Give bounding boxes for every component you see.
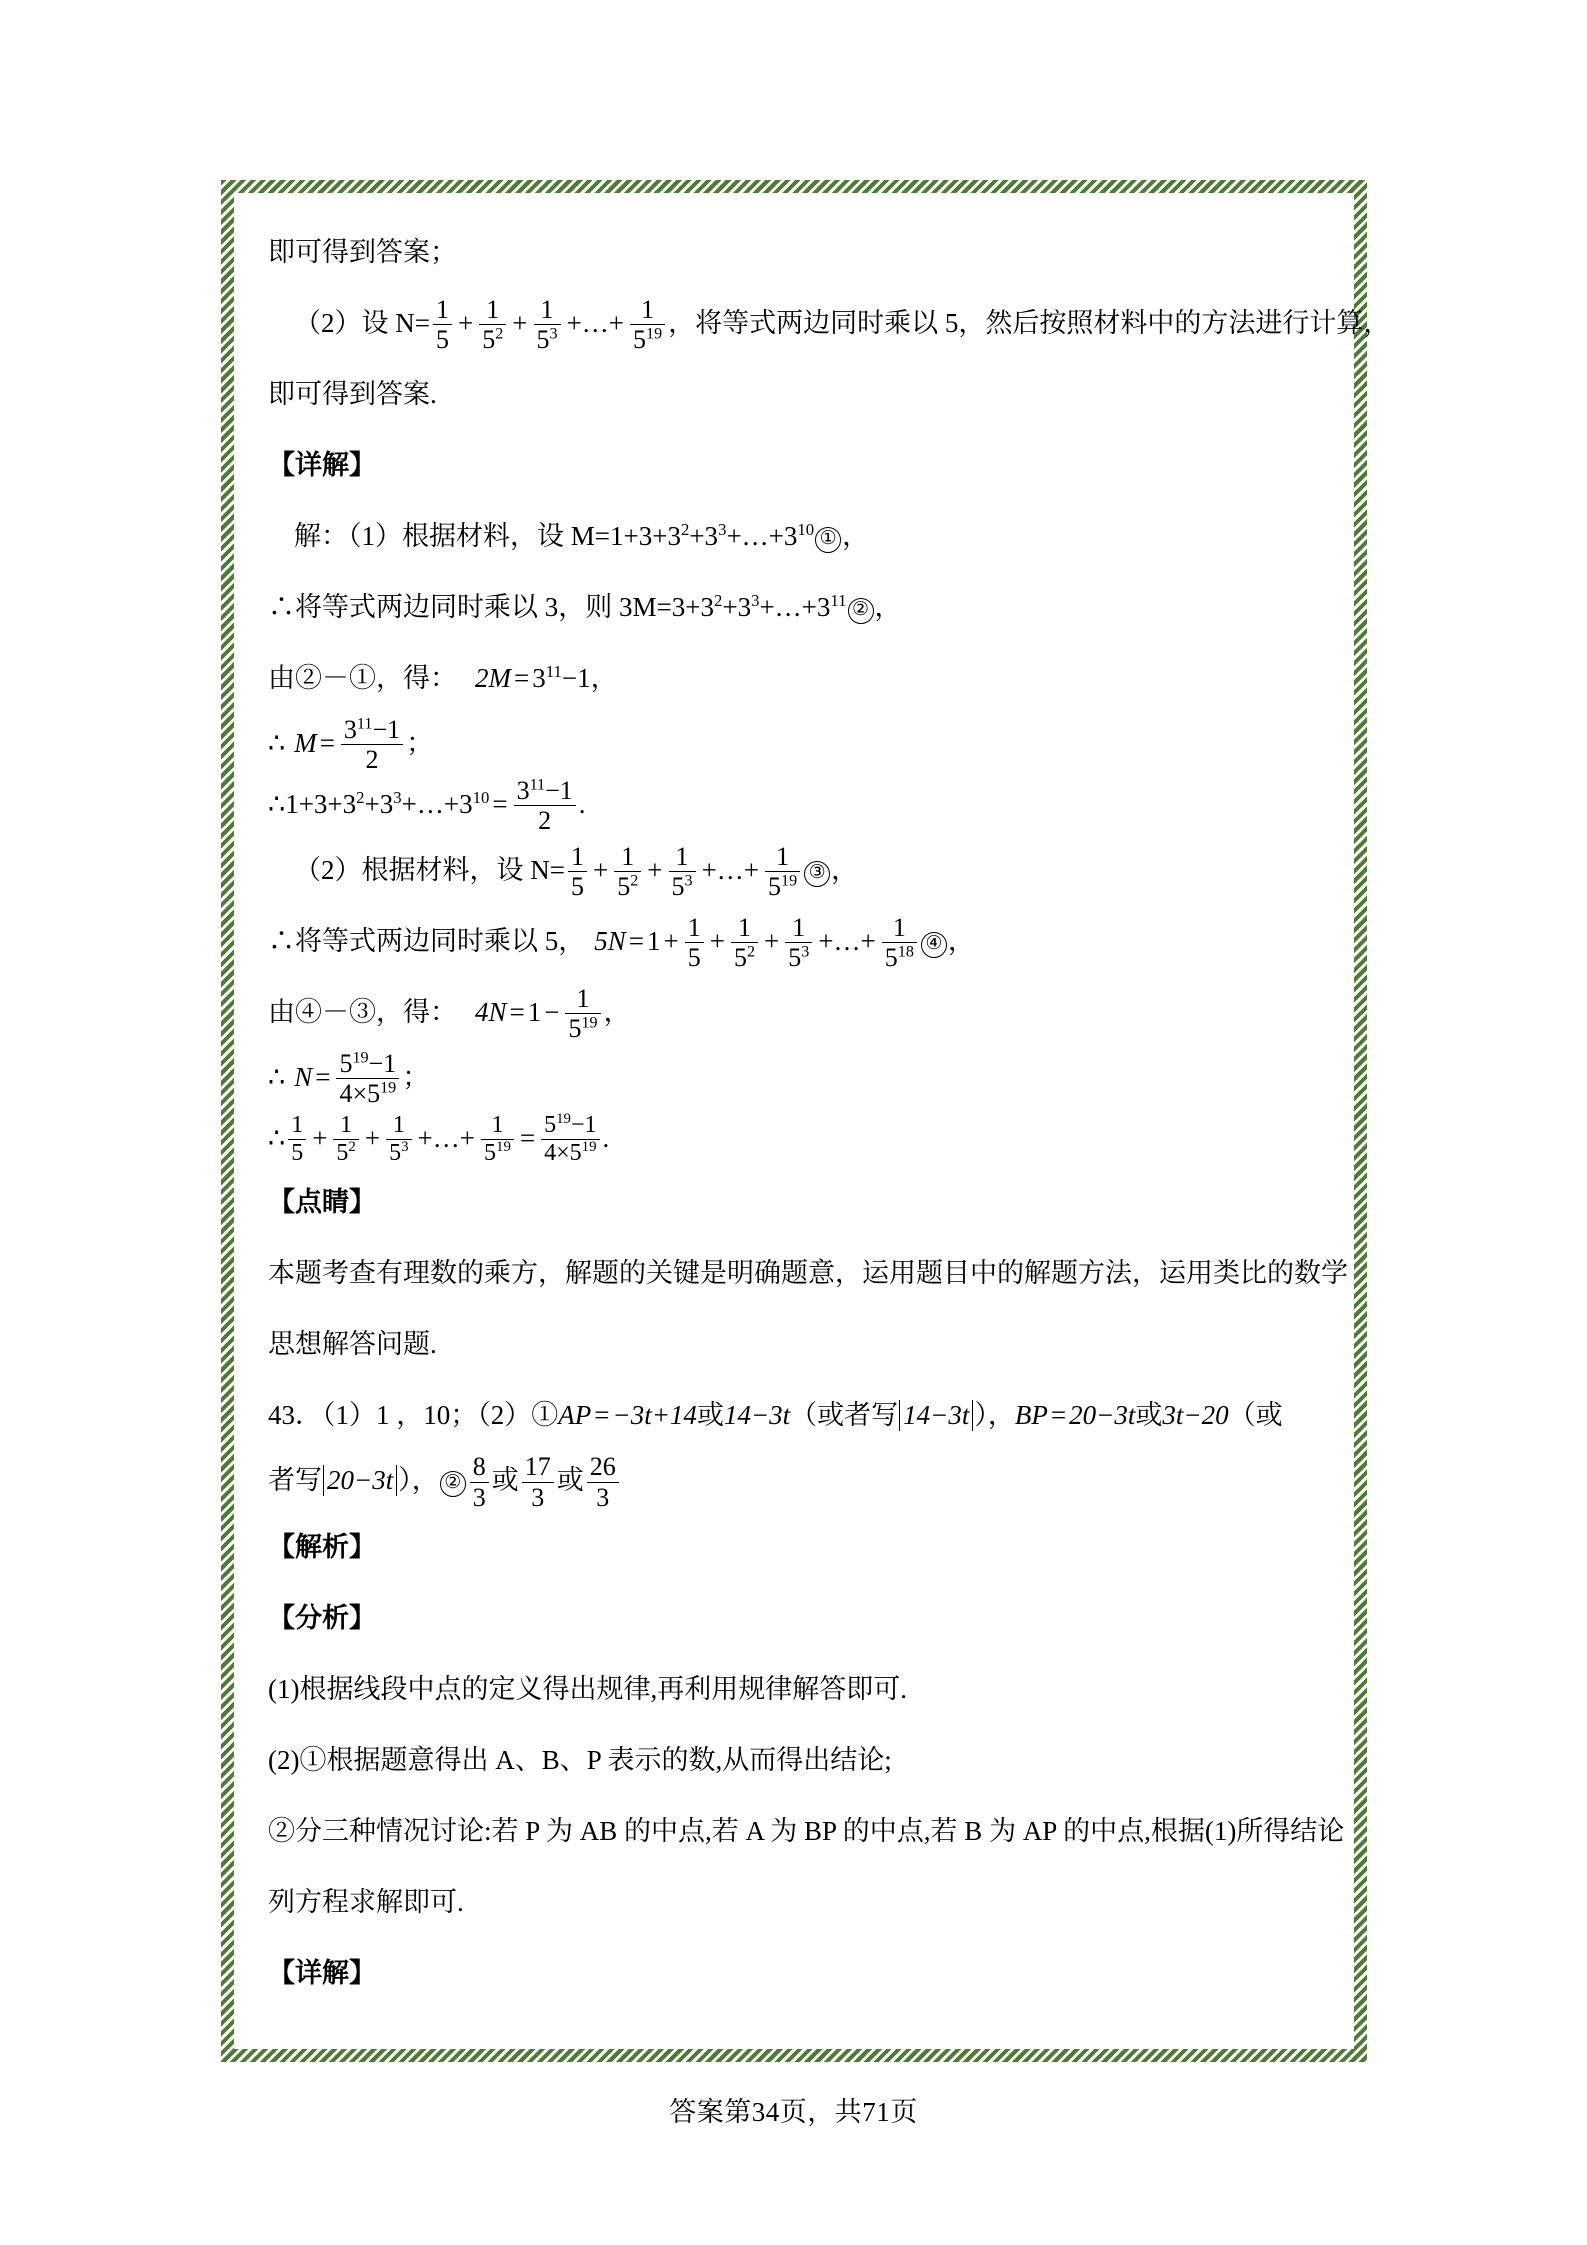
line-3-text: 即可得到答案. bbox=[268, 379, 437, 409]
plus-op: + bbox=[512, 308, 528, 338]
text-line-multiply-5: ∴将等式两边同时乘以 5， 5N = 1 + $\frac{1}{5}$ + $\frac{1}{5^2}$ + $\frac{1}{5^3}$ +…+ $\frac{1}{5^{18}}$ ④ ， bbox=[268, 913, 975, 973]
circled-number-3: ③ bbox=[804, 861, 830, 887]
fraction-one-over-five-cubed: $\frac{1}{5^3}$ bbox=[785, 914, 812, 972]
part2-suffix: ，将等式两边同时乘以 5，然后按照材料中的方法进行计算， bbox=[668, 308, 1391, 338]
fraction-one-over-five-squared: $\frac{1}{5^2}$ bbox=[614, 843, 641, 901]
heading-analysis bbox=[268, 1512, 1320, 1583]
subtract-label-2: 由④－③，得： bbox=[268, 997, 457, 1028]
footer-text: 答案第34页，共71页 bbox=[669, 2097, 918, 2127]
text-line-key-point-2: 思想解答问题. bbox=[268, 1329, 437, 1360]
fraction-M-value: $\frac{3^{11}-1}{2}$ bbox=[341, 716, 403, 774]
fraction-one-over-five-19: $\frac{1}{5^{19}}$ bbox=[565, 985, 600, 1043]
text-line-approach-2: (2)①根据题意得出 A、B、P 表示的数,从而得出结论; bbox=[268, 1744, 892, 1775]
text-line-answer-end bbox=[268, 359, 1320, 430]
fraction-one-over-five-cubed: $\frac{1}{5^3}$ bbox=[386, 1113, 411, 1166]
fraction-one-over-five: $\frac{1}{5}$ bbox=[288, 1113, 306, 1166]
heading-key-point bbox=[268, 1167, 1320, 1238]
heading-detailed-solution-2 bbox=[268, 1938, 1320, 2009]
fraction-one-over-five-squared: $\frac{1}{5^2}$ bbox=[479, 296, 506, 354]
therefore-symbol: ∴ bbox=[268, 1062, 286, 1093]
text-line-approach-1: (1)根据线段中点的定义得出规律,再利用规律解答即可. bbox=[268, 1673, 907, 1704]
text-line-part2-N: （2）根据材料，设 N= $\frac{1}{5}$ + $\frac{1}{5^2}$ + $\frac{1}{5^3}$ +…+ $\frac{1}{5^{19}}$ ③ ， bbox=[294, 842, 859, 902]
ellipsis-op: +…+ bbox=[566, 308, 625, 338]
heading-label: 【详解】 bbox=[268, 450, 376, 480]
absolute-value-14-3t: 14−3t bbox=[899, 1400, 973, 1430]
content-body bbox=[234, 193, 1391, 2049]
text-line-subtract-eq-2: 由④－③，得： 4N = 1 − $\frac{1}{5^{19}}$ ， bbox=[268, 984, 631, 1044]
text-line-part2-setup bbox=[268, 288, 1391, 359]
text-line-M-value: ∴ M = $\frac{3^{11}-1}{2}$ ； bbox=[268, 715, 434, 775]
heading-detailed-solution-1 bbox=[268, 430, 1320, 501]
fraction-one-over-five-18: $\frac{1}{5^{18}}$ bbox=[882, 914, 917, 972]
lhs-4N: 4N bbox=[475, 997, 507, 1028]
circled-number-2: ② bbox=[848, 598, 874, 624]
fraction-one-over-five-19: $\frac{1}{5^{19}}$ bbox=[481, 1113, 514, 1166]
therefore-symbol: ∴ bbox=[268, 788, 286, 819]
answer-item-43-line2: 者写 20−3t ）， ② $\frac{8}{3}$ 或 $\frac{17}{3}$ 或 $\frac{26}{3}$ bbox=[268, 1451, 1320, 1512]
lhs-2M: 2M bbox=[475, 663, 511, 693]
fraction-sum-result: $\frac{3^{11}-1}{2}$ bbox=[514, 777, 576, 835]
fraction-one-over-five: $\frac{1}{5}$ bbox=[433, 296, 452, 354]
fraction-N-value: $\frac{5^{19}-1}{4\times 5^{19}}$ bbox=[336, 1050, 399, 1108]
page-footer bbox=[0, 2090, 1587, 2129]
heading-label: 【分析】 bbox=[268, 1602, 376, 1633]
segment-BP: BP bbox=[1014, 1400, 1048, 1431]
part2-prefix: （2）设 N= bbox=[294, 308, 430, 338]
fraction-one-over-five: $\frac{1}{5}$ bbox=[685, 914, 704, 972]
variable-M: M bbox=[294, 728, 317, 758]
fraction-one-over-five-squared: $\frac{1}{5^2}$ bbox=[333, 1113, 358, 1166]
therefore-symbol: ∴ bbox=[268, 728, 286, 758]
line-1-text: 即可得到答案； bbox=[268, 237, 457, 267]
circled-number-2b: ② bbox=[440, 1471, 466, 1497]
subtract-label: 由②－①，得： bbox=[268, 663, 457, 693]
heading-approach bbox=[268, 1583, 1320, 1654]
circled-number-4: ④ bbox=[921, 932, 947, 958]
fraction-8-over-3: $\frac{8}{3}$ bbox=[470, 1453, 489, 1511]
multiply-label: ∴将等式两边同时乘以 5， bbox=[268, 926, 586, 957]
fraction-26-over-3: $\frac{26}{3}$ bbox=[587, 1453, 619, 1511]
fraction-final-result: $\frac{5^{19}-1}{4\times 5^{19}}$ bbox=[541, 1113, 599, 1166]
text-line-approach-4: 列方程求解即可. bbox=[268, 1886, 464, 1917]
fraction-17-over-3: $\frac{17}{3}$ bbox=[522, 1453, 554, 1511]
fraction-one-over-five-19: $\frac{1}{5^{19}}$ bbox=[630, 296, 665, 354]
text-line-approach-3: ②分三种情况讨论:若 P 为 AB 的中点,若 A 为 BP 的中点,若 B 为 AP 的中点,根据(1)所得结论 bbox=[268, 1815, 1345, 1846]
sol2-prefix: ∴将等式两边同时乘以 3，则 3M=3+3 bbox=[268, 592, 714, 622]
text-line-solution-2: ∴将等式两边同时乘以 3，则 $3M=3+3^2+3^3+\dots+3^{11}$ ② ， bbox=[268, 591, 902, 622]
item43-prefix: 43．（1）1 ，10；（2）① bbox=[268, 1400, 559, 1431]
heading-label: 【解析】 bbox=[268, 1531, 376, 1562]
segment-AP: AP bbox=[558, 1400, 592, 1431]
circled-number-1: ① bbox=[815, 527, 841, 553]
therefore-symbol: ∴ bbox=[268, 1122, 286, 1153]
fraction-one-over-five: $\frac{1}{5}$ bbox=[568, 843, 587, 901]
fraction-one-over-five-cubed: $\frac{1}{5^3}$ bbox=[534, 296, 561, 354]
absolute-value-20-3t: 20−3t bbox=[323, 1465, 397, 1495]
text-line-solution-1: 解：（1）根据材料，设 $M=1+3+3^2+3^3+\dots+3^{10}$ ① ， bbox=[294, 520, 870, 551]
heading-label: 【点睛】 bbox=[268, 1187, 376, 1218]
sol1-prefix: 解：（1）根据材料，设 M=1+3+3 bbox=[294, 521, 681, 551]
lhs-5N: 5N bbox=[594, 926, 626, 957]
variable-N: N bbox=[294, 1062, 313, 1093]
text-line-continuation bbox=[268, 217, 1320, 288]
text-line-key-point-1: 本题考查有理数的乘方，解题的关键是明确题意，运用题目中的解题方法，运用类比的数学 bbox=[268, 1258, 1348, 1289]
heading-label: 【详解】 bbox=[268, 1957, 376, 1988]
fraction-one-over-five-squared: $\frac{1}{5^2}$ bbox=[731, 914, 758, 972]
plus-op: + bbox=[457, 308, 474, 338]
text-line-subtract-eq: 由②－①，得： $2M = 3^{11}-1$， bbox=[268, 662, 618, 693]
content-frame bbox=[221, 180, 1391, 2062]
fraction-one-over-five-cubed: $\frac{1}{5^3}$ bbox=[669, 843, 696, 901]
answer-item-43-line1: 43．（1）1 ，10；（2）①AP = −3t+14或14−3t（或者写 14−3t ），BP = 20−3t或3t−20（或 bbox=[268, 1400, 1283, 1431]
text-line-sum-result-5: ∴ $\frac{1}{5}$ + $\frac{1}{5^2}$ + $\frac{1}{5^3}$ +…+ $\frac{1}{5^{19}}$ = $\frac{5^{19}-1}{4\times 5^{19}}$ . bbox=[268, 1110, 610, 1167]
text-line-sum-result-3: $\therefore 1+3+3^2+3^3+\dots+3^{10}$ = $\frac{3^{11}-1}{2}$ . bbox=[268, 775, 586, 835]
text-line-N-value: ∴ N = $\frac{5^{19}-1}{4\times 5^{19}}$ ； bbox=[268, 1049, 430, 1109]
part2-N-prefix: （2）根据材料，设 N= bbox=[294, 855, 565, 886]
fraction-one-over-five-19: $\frac{1}{5^{19}}$ bbox=[765, 843, 800, 901]
